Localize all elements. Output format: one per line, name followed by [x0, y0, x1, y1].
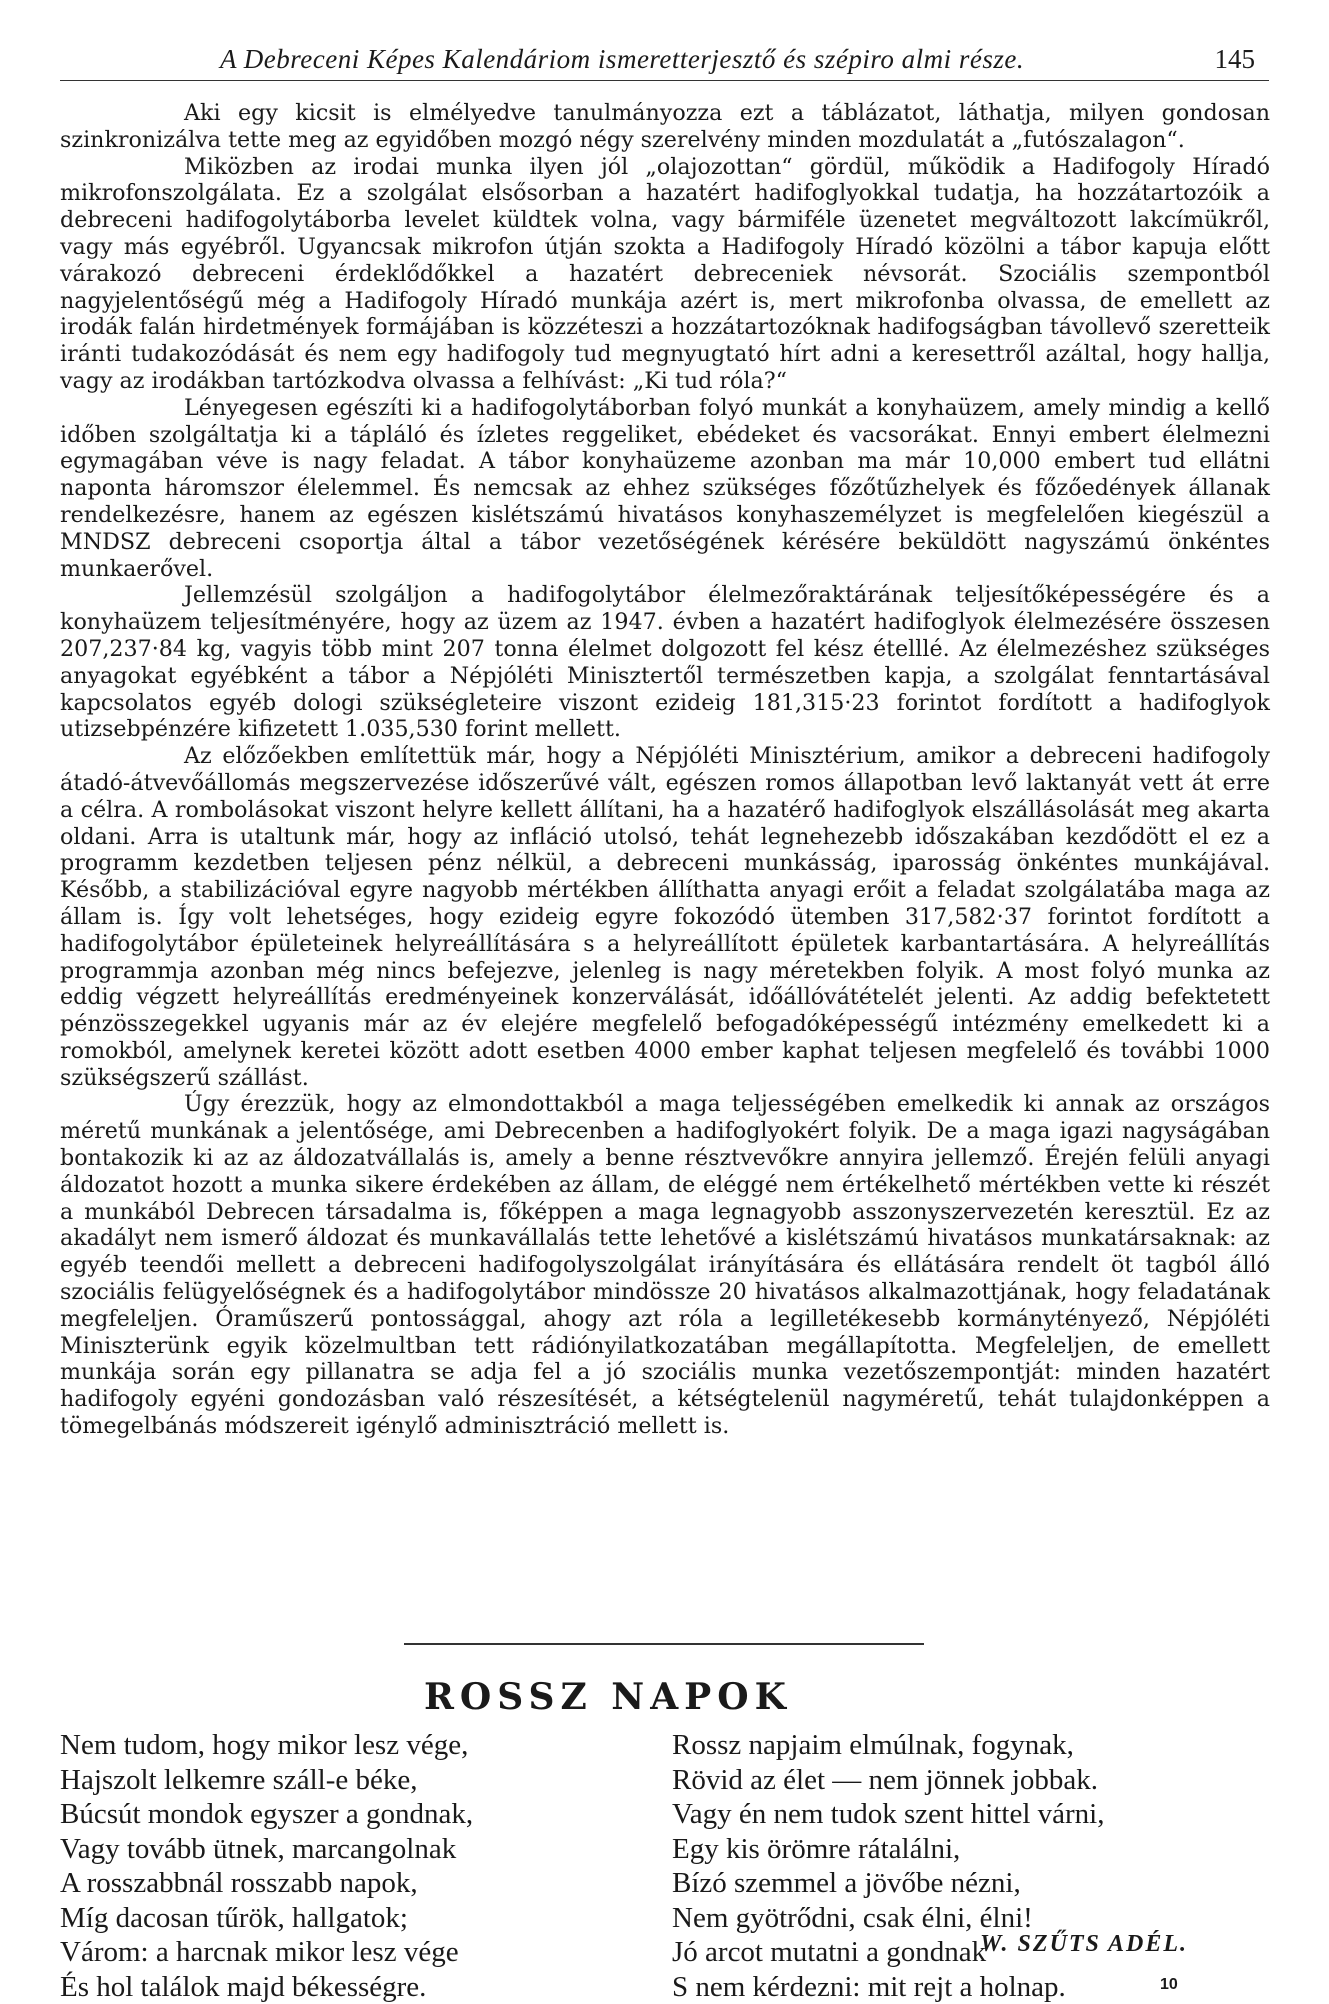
poem-line: Rossz napjaim elmúlnak, fogynak, — [672, 1728, 1104, 1763]
poem-line: És hol találok majd békességre. — [60, 1970, 473, 2004]
poem-line: Várom: a harcnak mikor lesz vége — [60, 1935, 473, 1970]
poem-line: Rövid az élet — nem jönnek jobbak. — [672, 1763, 1104, 1798]
article-end-rule — [404, 1643, 924, 1645]
article-paragraph: Jellemzésül szolgáljon a hadifogolytábor élelmezőraktárának teljesítőképességére és a konyhaüzem teljesítményére, hogy az üzem az 1947. évben a hazatért hadifoglyok élelmezésére összesen 207,237·84 kg, vagyis több mint 207 tonna élelmet dolgozott fel kész ételllé. Az élelmezéshez szükséges anyagokat egyébként a tábor a Népjóléti Minisztertől természetben kapja, a szolgálat fenntartásával kapcsolatos egyéb dologi szükségleteire viszont ezideig 181,315·23 forintot fordított a hadifoglyok utizsebpénzére kifizetett 1.035,530 forint mellett. — [60, 582, 1270, 743]
poem-line: Hajszolt lelkemre száll-e béke, — [60, 1763, 473, 1798]
article-paragraph: Úgy érezzük, hogy az elmondottakból a maga teljességében emelkedik ki annak az országos méretű munkának a jelentősége, ami Debrecenben a hadifoglyokért folyik. De a maga igazi nagyságában bontakozik ki az az áldozatvállalás is, amely a benne résztvevőkre annyira jellemző. Érején felüli anyagi áldozatot hozott a munka sikere érdekében az állam, de eléggé nem értékelhető mértékben vette ki részét a munkából Debrecen társadalma is, főképpen a maga legnagyobb asszonyszervezetén keresztül. Ez az akadályt nem ismerő áldozat és munkavállalás tette lehetővé a kislétszámú hivatásos munkatársaknak: az egyéb teendői mellett a debreceni hadifogolyszolgálat irányítására és ellátására rendelt öt tagból álló szociális felügyelőségnek és a hadifogolytábor mindössze 20 hivatásos alkalmazottjának, hogy feladatának megfeleljen. Óraműszerű pontossággal, ahogy azt róla a legilletékesebb kormánytényező, Népjóléti Miniszterünk egyik közelmultban tett rádiónyilatkozatában megállapította. Megfeleljen, de emellett munkája során egy pillanatra se adja fel a jó szociális munka vezetőszempontját: minden hazatért hadifogoly egyéni gondozásban való részesítését, a kétségtelenül nagyméretű, tehát tulajdonképpen a tömegelbánás módszereit igénylő adminisztráció mellett is. — [60, 1091, 1270, 1439]
poem-line: Nem tudom, hogy mikor lesz vége, — [60, 1728, 473, 1763]
poem-line: Vagy én nem tudok szent hittel várni, — [672, 1797, 1104, 1832]
article-paragraph: Aki egy kicsit is elmélyedve tanulmányozza ezt a táblázatot, láthatja, milyen gondosan szinkronizálva tette meg az egyidőben mozgó négy szerelvény minden mozdulatát a „futószalagon“. — [60, 100, 1270, 154]
article-body — [60, 100, 1270, 1440]
poem-left-stanza — [60, 1728, 473, 2004]
poem-right-stanza — [672, 1728, 1104, 2004]
article-paragraph: Az előzőekben említettük már, hogy a Népjóléti Minisztérium, amikor a debreceni hadifogoly átadó-átvevőállomás megszervezése időszerűvé vált, egészen romos állapotban levő laktanyát vett át erre a célra. A rombolásokat viszont helyre kellett állítani, ha a hazatérő hadifoglyok elszállásolását meg akarta oldani. Arra is utaltunk már, hogy az infláció utolsó, tehát legnehezebb időszakában kezdődött el ez a programm kezdetben teljesen pénz nélkül, a debreceni munkásság, iparosság önkéntes munkájával. Később, a stabilizációval egyre nagyobb mértékben állíthatta anyagi erőit a feladat szolgálatába maga az állam is. Így volt lehetséges, hogy ezideig egyre fokozódó ütemben 317,582·37 forintot fordított a hadifogolytábor épületeinek helyreállítására s a helyreállított épületek karbantartására. A helyreállítás programmja azonban még nincs befejezve, jelenleg is nagy méretekben folyik. A most folyó munka az eddig végzett helyreállítás eredményeinek konzerválását, időállóvátételét jelenti. Az addig befektetett pénzösszegekkel ugyanis már az év elejére megfelelő befogadóképességű intézmény emelkedett ki a romokból, amelynek keretei között adott esetben 4000 ember kaphat teljesen megfelelő és további 1000 szükségszerű szállást. — [60, 743, 1270, 1091]
article-paragraph: Miközben az irodai munka ilyen jól „olajozottan“ gördül, működik a Hadifogoly Híradó mikrofonszolgálata. Ez a szolgálat elsősorban a hazatért hadifoglyokkal tudatja, ha hozzátartozóik a debreceni hadifogolytáborba levelet küldtek volna, vagy bármiféle üzenetet megváltozott lakcímükről, vagy más egyébről. Ugyancsak mikrofon útján szokta a Hadifogoly Híradó közölni a tábor kapuja előtt várakozó debreceni érdeklődőkkel a hazatért debreceniek névsorát. Szociális szempontból nagyjelentőségű még a Hadifogoly Híradó munkája azért is, mert mikrofonba olvassa, de emellett az irodák falán hirdetmények formájában is közzéteszi a hozzátartozóknak hadifogságban távollevő szeretteik iránti tudakozódását és nem egy hadifogoly tud megnyugtató hírt adni a keresettről azáltal, hogy hallja, vagy az irodákban tartózkodva olvassa a felhívást: „Ki tud róla?“ — [60, 154, 1270, 395]
poem-line: Bízó szemmel a jövőbe nézni, — [672, 1866, 1104, 1901]
poem-line: Vagy tovább ütnek, marcangolnak — [60, 1832, 473, 1867]
poem-line: A rosszabbnál rosszabb napok, — [60, 1866, 473, 1901]
page-number: 145 — [1215, 44, 1256, 75]
poem-author: W. SZŰTS ADÉL. — [980, 1931, 1188, 1958]
article-paragraph: Lényegesen egészíti ki a hadifogolytáborban folyó munkát a konyhaüzem, amely mindig a kellő időben szolgáltatja ki a tápláló és ízletes reggeliket, ebédeket és vacsorákat. Ennyi embert élelmezni egymagában véve is nagy feladat. A tábor konyhaüzeme azonban ma már 10,000 embert tud ellátni naponta háromszor élelemmel. És nemcsak az ehhez szükséges főzőtűzhelyek és főzőedények állanak rendelkezésre, hanem az egészen kislétszámú hivatásos konyhaszemélyzet is megfelelően kiegészül a MNDSZ debreceni csoportja által a tábor vezetőségének kérésére beküldött nagyszámú önkéntes munkaerővel. — [60, 395, 1270, 583]
poem-line: Jó arcot mutatni a gondnak — [672, 1935, 1104, 1970]
poem-line: S nem kérdezni: mit rejt a holnap. — [672, 1970, 1104, 2004]
poem-line: Egy kis örömre rátalálni, — [672, 1832, 1104, 1867]
running-head — [60, 44, 1269, 81]
poem-line: Búcsút mondok egyszer a gondnak, — [60, 1797, 473, 1832]
poem-title: ROSSZ NAPOK — [424, 1676, 792, 1718]
poem-line: Míg dacosan tűrök, hallgatok; — [60, 1901, 473, 1936]
poem-line: Nem gyötrődni, csak élni, élni! — [672, 1901, 1104, 1936]
running-title: A Debreceni Képes Kalendáriom ismeretterjesztő és szépiro almi része. — [220, 44, 1024, 75]
sheet-number: 10 — [1160, 1976, 1178, 1994]
